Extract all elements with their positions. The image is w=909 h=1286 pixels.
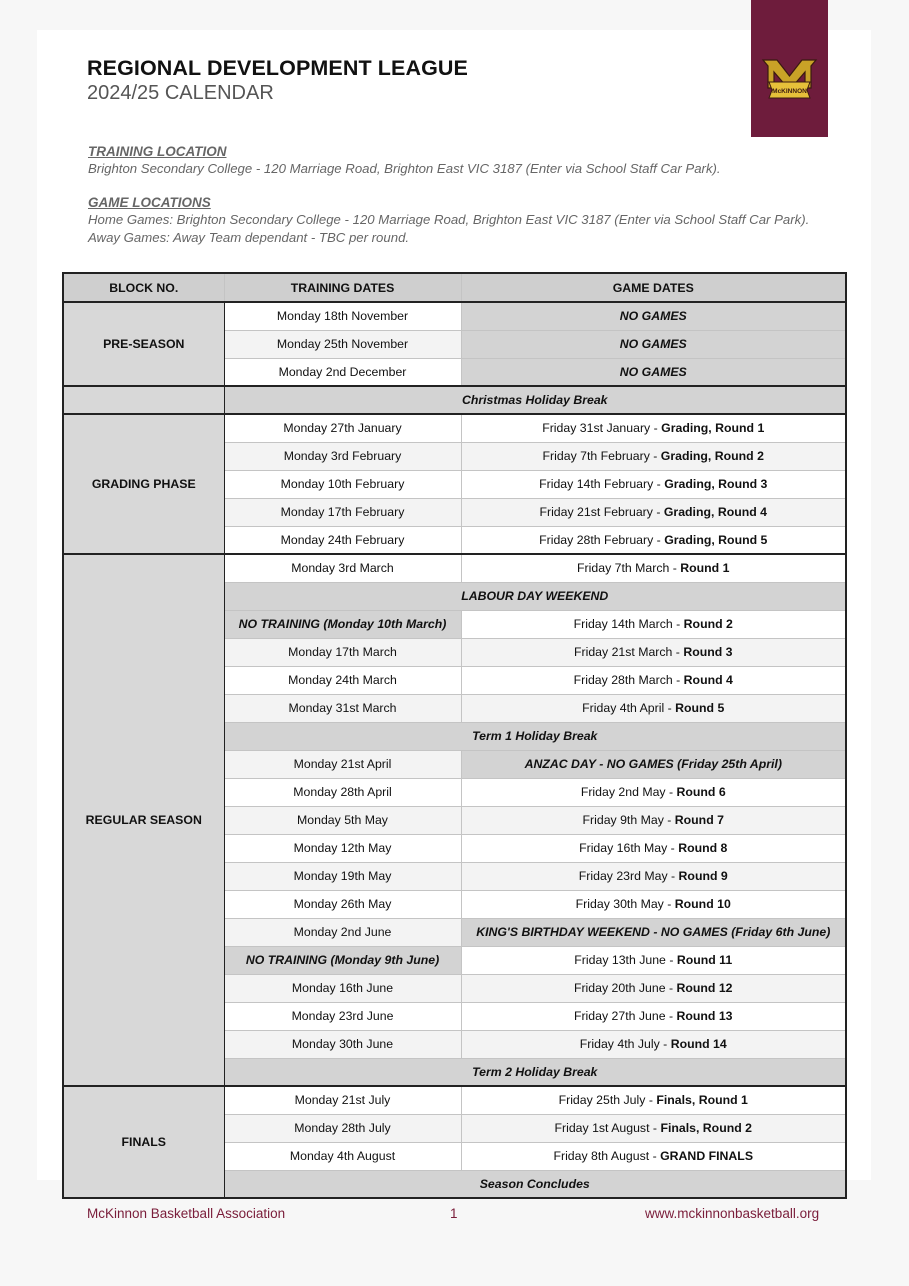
calendar-table [62, 272, 847, 1199]
training-date-cell: Monday 10th February [224, 470, 461, 498]
break-cell: Term 2 Holiday Break [224, 1058, 846, 1086]
game-date-text: Friday 20th June [573, 981, 666, 995]
game-date-cell [461, 1086, 846, 1114]
game-date-text: Friday 13th June [574, 953, 666, 967]
game-date-cell: NO GAMES [461, 358, 846, 386]
game-round-text: Round 9 [678, 869, 728, 883]
club-logo [751, 0, 828, 137]
game-round-text: Round 8 [678, 841, 728, 855]
game-date-separator: - [653, 532, 665, 547]
away-games-text: Away Games: Away Team dependant - TBC per round. [88, 230, 410, 245]
game-date-text: Friday 1st August [554, 1121, 650, 1135]
game-date-cell: KING'S BIRTHDAY WEEKEND - NO GAMES (Friday 6th June) [461, 918, 846, 946]
game-date-cell [461, 974, 846, 1002]
footer-association: McKinnon Basketball Association [87, 1206, 286, 1221]
game-date-text: Friday 7th March [577, 561, 670, 576]
training-date-cell: Monday 17th March [224, 638, 461, 666]
game-date-text: Friday 14th February [539, 477, 654, 491]
table-row [63, 1086, 846, 1114]
training-date-cell: Monday 27th January [224, 414, 461, 442]
game-round-text: Round 14 [670, 1037, 727, 1051]
game-round-text: Round 11 [676, 953, 733, 967]
game-round-text: Grading, Round 3 [664, 477, 768, 491]
game-date-separator: - [663, 897, 675, 911]
game-date-cell [461, 442, 846, 470]
game-date-text: Friday 25th July [558, 1093, 646, 1108]
game-date-separator: - [653, 477, 665, 491]
game-date-cell [461, 1114, 846, 1142]
game-date-text: Friday 27th June [573, 1009, 666, 1023]
game-date-text: Friday 21st February [539, 505, 653, 519]
break-cell: Term 1 Holiday Break [224, 722, 846, 750]
game-date-cell [461, 470, 846, 498]
training-date-cell: Monday 28th April [224, 778, 461, 806]
table-row [63, 414, 846, 442]
game-date-separator: - [663, 813, 675, 827]
block-name-cell: FINALS [63, 1086, 224, 1198]
game-date-text: Friday 30th May [575, 897, 664, 911]
table-row [63, 386, 846, 414]
training-date-cell: Monday 19th May [224, 862, 461, 890]
col-header-block: BLOCK NO. [63, 273, 224, 302]
training-date-cell: Monday 25th November [224, 330, 461, 358]
game-date-text: Friday 28th March [573, 673, 673, 687]
game-date-separator: - [650, 421, 662, 436]
game-date-text: Friday 9th May [582, 813, 664, 827]
block-name-cell: GRADING PHASE [63, 414, 224, 554]
break-cell: LABOUR DAY WEEKEND [224, 582, 846, 610]
game-date-cell [461, 778, 846, 806]
game-date-text: Friday 14th March [573, 617, 673, 631]
training-date-cell: Monday 4th August [224, 1142, 461, 1170]
training-date-cell: Monday 23rd June [224, 1002, 461, 1030]
game-date-text: Friday 31st January [542, 421, 651, 436]
game-date-cell [461, 946, 846, 974]
game-round-text: Round 13 [676, 1009, 733, 1023]
game-round-text: Round 5 [675, 701, 725, 715]
game-date-cell [461, 862, 846, 890]
block-name-cell [63, 386, 224, 414]
game-date-cell [461, 834, 846, 862]
game-date-text: Friday 28th February [539, 532, 654, 547]
game-date-separator: - [672, 645, 684, 659]
training-date-cell: Monday 30th June [224, 1030, 461, 1058]
game-date-separator: - [672, 617, 684, 631]
game-date-text: Friday 23rd May [578, 869, 668, 883]
game-date-cell [461, 638, 846, 666]
training-date-cell: Monday 3rd March [224, 554, 461, 582]
training-date-cell: Monday 2nd December [224, 358, 461, 386]
training-date-cell: NO TRAINING (Monday 9th June) [224, 946, 461, 974]
training-date-cell: Monday 17th February [224, 498, 461, 526]
training-date-cell: Monday 3rd February [224, 442, 461, 470]
game-date-cell: NO GAMES [461, 302, 846, 330]
game-round-text: Round 3 [683, 645, 733, 659]
game-round-text: Grading, Round 5 [664, 532, 768, 547]
game-round-text: Round 10 [674, 897, 731, 911]
game-date-separator: - [667, 869, 679, 883]
training-date-cell: Monday 24th February [224, 526, 461, 554]
game-date-separator: - [649, 1149, 661, 1163]
game-date-cell [461, 694, 846, 722]
game-date-text: Friday 4th April [582, 701, 665, 715]
game-date-cell [461, 1002, 846, 1030]
game-date-cell: NO GAMES [461, 330, 846, 358]
game-round-text: Grading, Round 1 [661, 421, 765, 436]
game-date-cell [461, 806, 846, 834]
game-date-text: Friday 8th August [553, 1149, 650, 1163]
game-date-separator: - [665, 953, 677, 967]
game-round-text: GRAND FINALS [660, 1149, 754, 1163]
game-round-text: Round 12 [676, 981, 733, 995]
training-date-cell: NO TRAINING (Monday 10th March) [224, 610, 461, 638]
training-date-cell: Monday 21st April [224, 750, 461, 778]
block-name-cell: PRE-SEASON [63, 302, 224, 386]
game-date-separator: - [652, 505, 664, 519]
game-date-separator: - [665, 1009, 677, 1023]
table-row [63, 554, 846, 582]
break-cell: Christmas Holiday Break [224, 386, 846, 414]
game-date-cell [461, 1030, 846, 1058]
col-header-training: TRAINING DATES [224, 273, 461, 302]
game-date-text: Friday 4th July [579, 1037, 660, 1051]
game-round-text: Round 1 [680, 561, 730, 576]
page-subtitle: 2024/25 CALENDAR [87, 82, 274, 104]
game-date-separator: - [659, 1037, 671, 1051]
mckinnon-m-icon [761, 58, 818, 100]
training-date-cell: Monday 31st March [224, 694, 461, 722]
game-date-text: Friday 2nd May [580, 785, 666, 799]
game-date-cell [461, 526, 846, 554]
game-date-cell [461, 554, 846, 582]
training-location-text: Brighton Secondary College - 120 Marriage Road, Brighton East VIC 3187 (Enter via School Staff Car Park). [88, 161, 721, 176]
table-row [63, 302, 846, 330]
block-name-cell: REGULAR SEASON [63, 554, 224, 1086]
training-date-cell: Monday 28th July [224, 1114, 461, 1142]
game-round-text: Round 4 [683, 673, 733, 687]
training-date-cell: Monday 21st July [224, 1086, 461, 1114]
game-round-text: Finals, Round 1 [656, 1093, 748, 1108]
game-date-separator: - [665, 785, 677, 799]
game-round-text: Grading, Round 4 [663, 505, 768, 519]
game-date-separator: - [645, 1093, 657, 1108]
game-round-text: Grading, Round 2 [660, 449, 764, 463]
game-round-text: Round 2 [683, 617, 733, 631]
training-date-cell: Monday 18th November [224, 302, 461, 330]
training-date-cell: Monday 2nd June [224, 918, 461, 946]
game-locations-heading: GAME LOCATIONS [88, 195, 211, 210]
footer-website[interactable]: www.mckinnonbasketball.org [645, 1206, 820, 1221]
game-date-separator: - [664, 701, 676, 715]
game-round-text: Round 7 [674, 813, 724, 827]
game-date-separator: - [665, 981, 677, 995]
logo-text: McKINNON [772, 88, 807, 95]
game-date-separator: - [649, 1121, 661, 1135]
col-header-game: GAME DATES [461, 273, 846, 302]
game-date-separator: - [669, 561, 681, 576]
game-date-cell [461, 1142, 846, 1170]
training-location-heading: TRAINING LOCATION [88, 144, 227, 159]
game-date-text: Friday 16th May [579, 841, 668, 855]
training-date-cell: Monday 26th May [224, 890, 461, 918]
page-title: REGIONAL DEVELOPMENT LEAGUE [87, 56, 468, 80]
game-date-text: Friday 21st March [573, 645, 673, 659]
game-date-separator: - [672, 673, 684, 687]
training-date-cell: Monday 24th March [224, 666, 461, 694]
game-date-cell [461, 414, 846, 442]
game-round-text: Round 6 [676, 785, 726, 799]
training-date-cell: Monday 16th June [224, 974, 461, 1002]
footer-page-number: 1 [450, 1206, 458, 1221]
training-date-cell: Monday 5th May [224, 806, 461, 834]
home-games-text: Home Games: Brighton Secondary College - 120 Marriage Road, Brighton East VIC 3187 (Enter via School Staff Car Park). [88, 212, 810, 227]
training-date-cell: Monday 12th May [224, 834, 461, 862]
game-date-separator: - [667, 841, 679, 855]
game-date-cell [461, 610, 846, 638]
game-date-cell [461, 890, 846, 918]
game-date-separator: - [649, 449, 661, 463]
game-date-text: Friday 7th February [542, 449, 650, 463]
game-date-cell [461, 666, 846, 694]
game-round-text: Finals, Round 2 [660, 1121, 752, 1135]
game-date-cell [461, 498, 846, 526]
break-cell: Season Concludes [224, 1170, 846, 1198]
game-date-cell: ANZAC DAY - NO GAMES (Friday 25th April) [461, 750, 846, 778]
